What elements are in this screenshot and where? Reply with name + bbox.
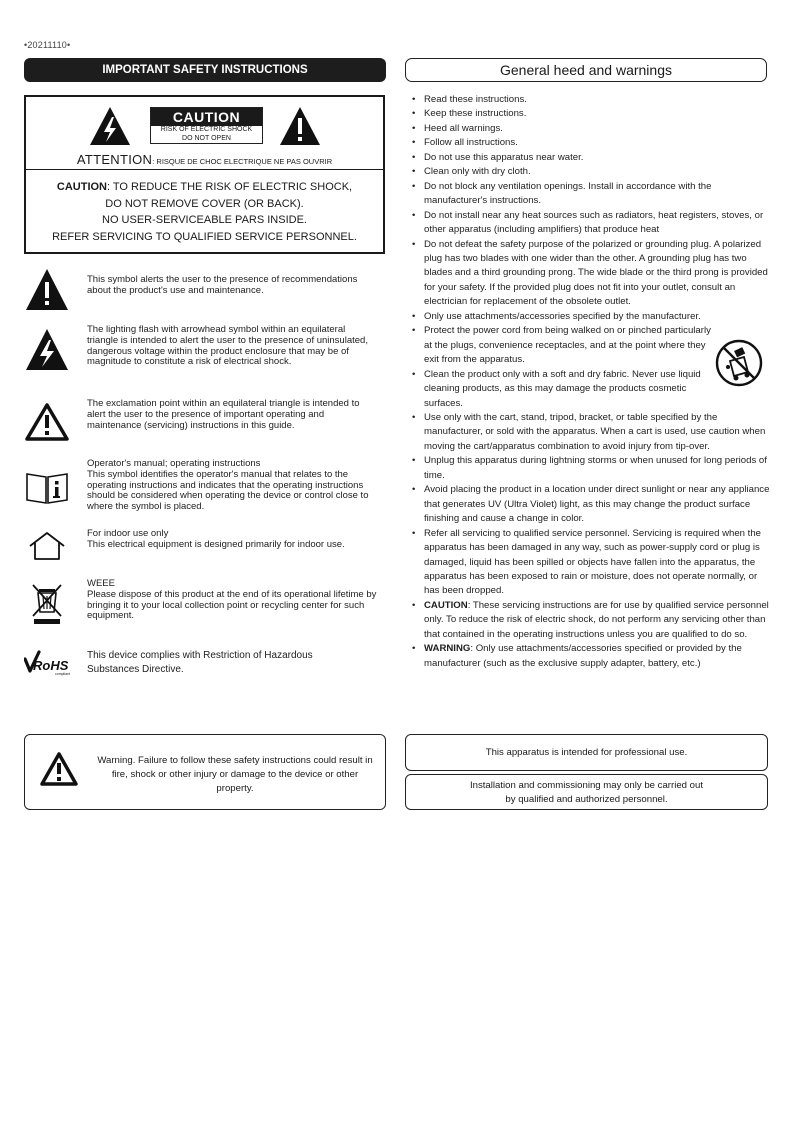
installation-line-1: Installation and commissioning may only be carried out [469,780,704,791]
caution-text [26,179,383,245]
symbol-row-exclamation [24,398,386,444]
bullet-item: • Heed all warnings. [410,122,770,136]
bullet-item: • Keep these instructions. [410,107,770,121]
bullet-item: • Unplug this apparatus during lightning storms or when unused for long periods of time. [410,454,770,483]
bullet-item: • Do not install near any heat sources such as radiators, heat registers, stoves, or other apparatus (including amplifiers) that produce heat [410,209,770,238]
exclamation-outline-triangle-icon [24,402,70,442]
warning-box-text: Warning. Failure to follow these safety instructions could result in fire, shock or other injury or damage to the device or other property. [97,755,373,794]
warning-triangle-icon [39,751,79,787]
symbol-weee-text: Please dispose of this product at the end of its operational lifetime by bringing it to your local collection point or recycling center for such equipment. [87,588,377,622]
installation-line-2: by qualified and authorized personnel. [505,793,668,805]
bullet-item-warning [410,642,770,671]
symbol-indoor-text: This electrical equipment is designed primarily for indoor use. [87,538,345,550]
bullet-item: • Read these instructions. [410,93,770,107]
caution-tag-line-2: DO NOT OPEN [182,134,231,142]
caution-line-1: : TO REDUCE THE RISK OF ELECTRIC SHOCK, [107,181,353,193]
attention-word: ATTENTION [76,152,153,167]
safety-instructions-header: IMPORTANT SAFETY INSTRUCTIONS [24,58,386,82]
rohs-logo-icon [24,649,70,675]
caution-divider [26,169,383,170]
general-heed-header: General heed and warnings [405,58,767,82]
document-code: •20211110• [24,40,71,50]
caution-label: CAUTION [56,181,107,193]
bullet-warning-label: WARNING [424,643,471,655]
caution-line-4: REFER SERVICING TO QUALIFIED SERVICE PERSONNEL. [52,230,357,243]
bullet-item: • Refer all servicing to qualified service personnel. Servicing is required when the apparatus has been damaged in any way, such as power-supply cord or plug is damaged, liquid has been spilled or objects have fallen into the apparatus, the apparatus has been exposed to rain or moisture, does not operate normally, or has been dropped. [410,527,770,599]
symbol-row-indoor [24,527,386,563]
operators-manual-icon [24,469,70,505]
fire-shock-warning-box [24,734,386,810]
bullet-item: • Do not use this apparatus near water. [410,151,770,165]
symbol-manual-block [87,459,377,513]
symbol-exclamation-text: The exclamation point within an equilateral triangle is intended to alert the user to the presence of important operating and maintenance (servicing) instructions in this guide. [87,398,360,431]
warning-triangle-icon [24,268,70,312]
bullet-item: • Use only with the cart, stand, tripod, bracket, or table specified by the manufacturer, or sold with the apparatus. When a cart is used, use caution when moving the cart/apparatus combination to avoid injury from tip-over. [410,411,770,454]
bullet-caution-label: CAUTION [424,599,468,611]
rohs-logo-subtext: compliant [55,672,70,676]
bullet-item: • Only use attachments/accessories specified by the manufacturer. [410,310,770,324]
caution-tag-title: CAUTION [151,108,262,126]
weee-bin-icon [24,580,70,626]
bullet-item: • Clean only with dry cloth. [410,165,770,179]
symbol-lightning-text: The lighting flash with arrowhead symbol within an equilateral triangle is intended to alert the user to the presence of uninsulated, dangerous voltage within the product enclosure that may be of magnitude to constitute a risk of electrical shock. [87,324,368,368]
indoor-house-icon [24,530,70,562]
symbol-row-weee [24,578,386,626]
symbol-row-manual [24,457,386,515]
caution-box [24,95,385,254]
caution-tag-line-1: RISK OF ELECTRIC SHOCK [160,126,253,133]
lightning-triangle-icon [24,328,70,372]
symbol-row-rohs [24,646,386,682]
bullet-item: • Clean the product only with a soft and dry fabric. Never use liquid cleaning products, as this may damage the products cosmetic surfaces. [410,368,770,411]
symbol-row-lightning [24,324,386,380]
installation-box [405,774,768,810]
bullet-power-cord-text: Protect the power cord from being walked on or pinched particularly at the plugs, convenience receptacles, and at the point where they exit from the apparatus. [424,325,711,366]
symbol-manual-title: Operator's manual; operating instructions [87,458,261,469]
caution-line-2: DO NOT REMOVE COVER (OR BACK). [105,197,304,210]
symbol-warning-text: This symbol alerts the user to the presence of recommendations about the product's use and maintenance. [87,274,358,296]
exclamation-triangle-icon [278,105,322,147]
rohs-check-icon [24,649,70,677]
attention-line [26,151,383,169]
bullet-item-caution [410,599,770,642]
symbol-rohs-text: This device complies with Restriction of Hazardous Substances Directive. [87,650,313,675]
bullet-item: • Do not defeat the safety purpose of the polarized or grounding plug. A polarized plug has two blades with one wider than the other. A grounding plug has two blades and a third grounding prong. The wide blade or the third prong is provided for your safety. If the provided plug does not fit into your outlet, consult an electrician for replacement of the obsolete outlet. [410,238,770,310]
bullet-warning-text: : Only use attachments/accessories specified or provided by the manufacturer (such as the exclusive supply adapter, battery, etc.) [424,643,742,669]
bullet-item: • Follow all instructions. [410,136,770,150]
lightning-triangle-icon [88,105,132,147]
symbol-indoor-block [87,529,377,551]
professional-use-box: This apparatus is intended for professional use. [405,734,768,771]
symbol-weee-title: WEEE [87,578,115,589]
rohs-logo-text: RoHS [33,658,69,673]
caution-line-3: NO USER-SERVICEABLE PARS INSIDE. [102,214,307,226]
symbol-weee-block [87,579,377,622]
caution-tag [150,107,263,144]
symbol-indoor-title: For indoor use only [87,528,169,539]
cart-tip-over-icon [714,339,764,387]
symbol-manual-text: This symbol identifies the operator's manual that relates to the operating instructions and indicates that the operating instructions should be considered when operating the device or control close to where the symbol is placed. [87,468,369,513]
bullet-item: • Avoid placing the product in a location under direct sunlight or near any appliance that generates UV (Ultra Violet) light, as this may change the product surface finishing and cause a change in color. [410,483,770,526]
symbol-row-warning [24,268,386,312]
attention-text: : RISQUE DE CHOC ELECTRIQUE NE PAS OUVRIR [152,157,333,166]
bullet-item: • Do not block any ventilation openings. Install in accordance with the manufacturer's instructions. [410,180,770,209]
bullet-caution-text: : These servicing instructions are for use by qualified service personnel only. To reduce the risk of electric shock, do not perform any servicing other than that contained in the operating instructions unless you are qualified to do so. [424,599,769,640]
